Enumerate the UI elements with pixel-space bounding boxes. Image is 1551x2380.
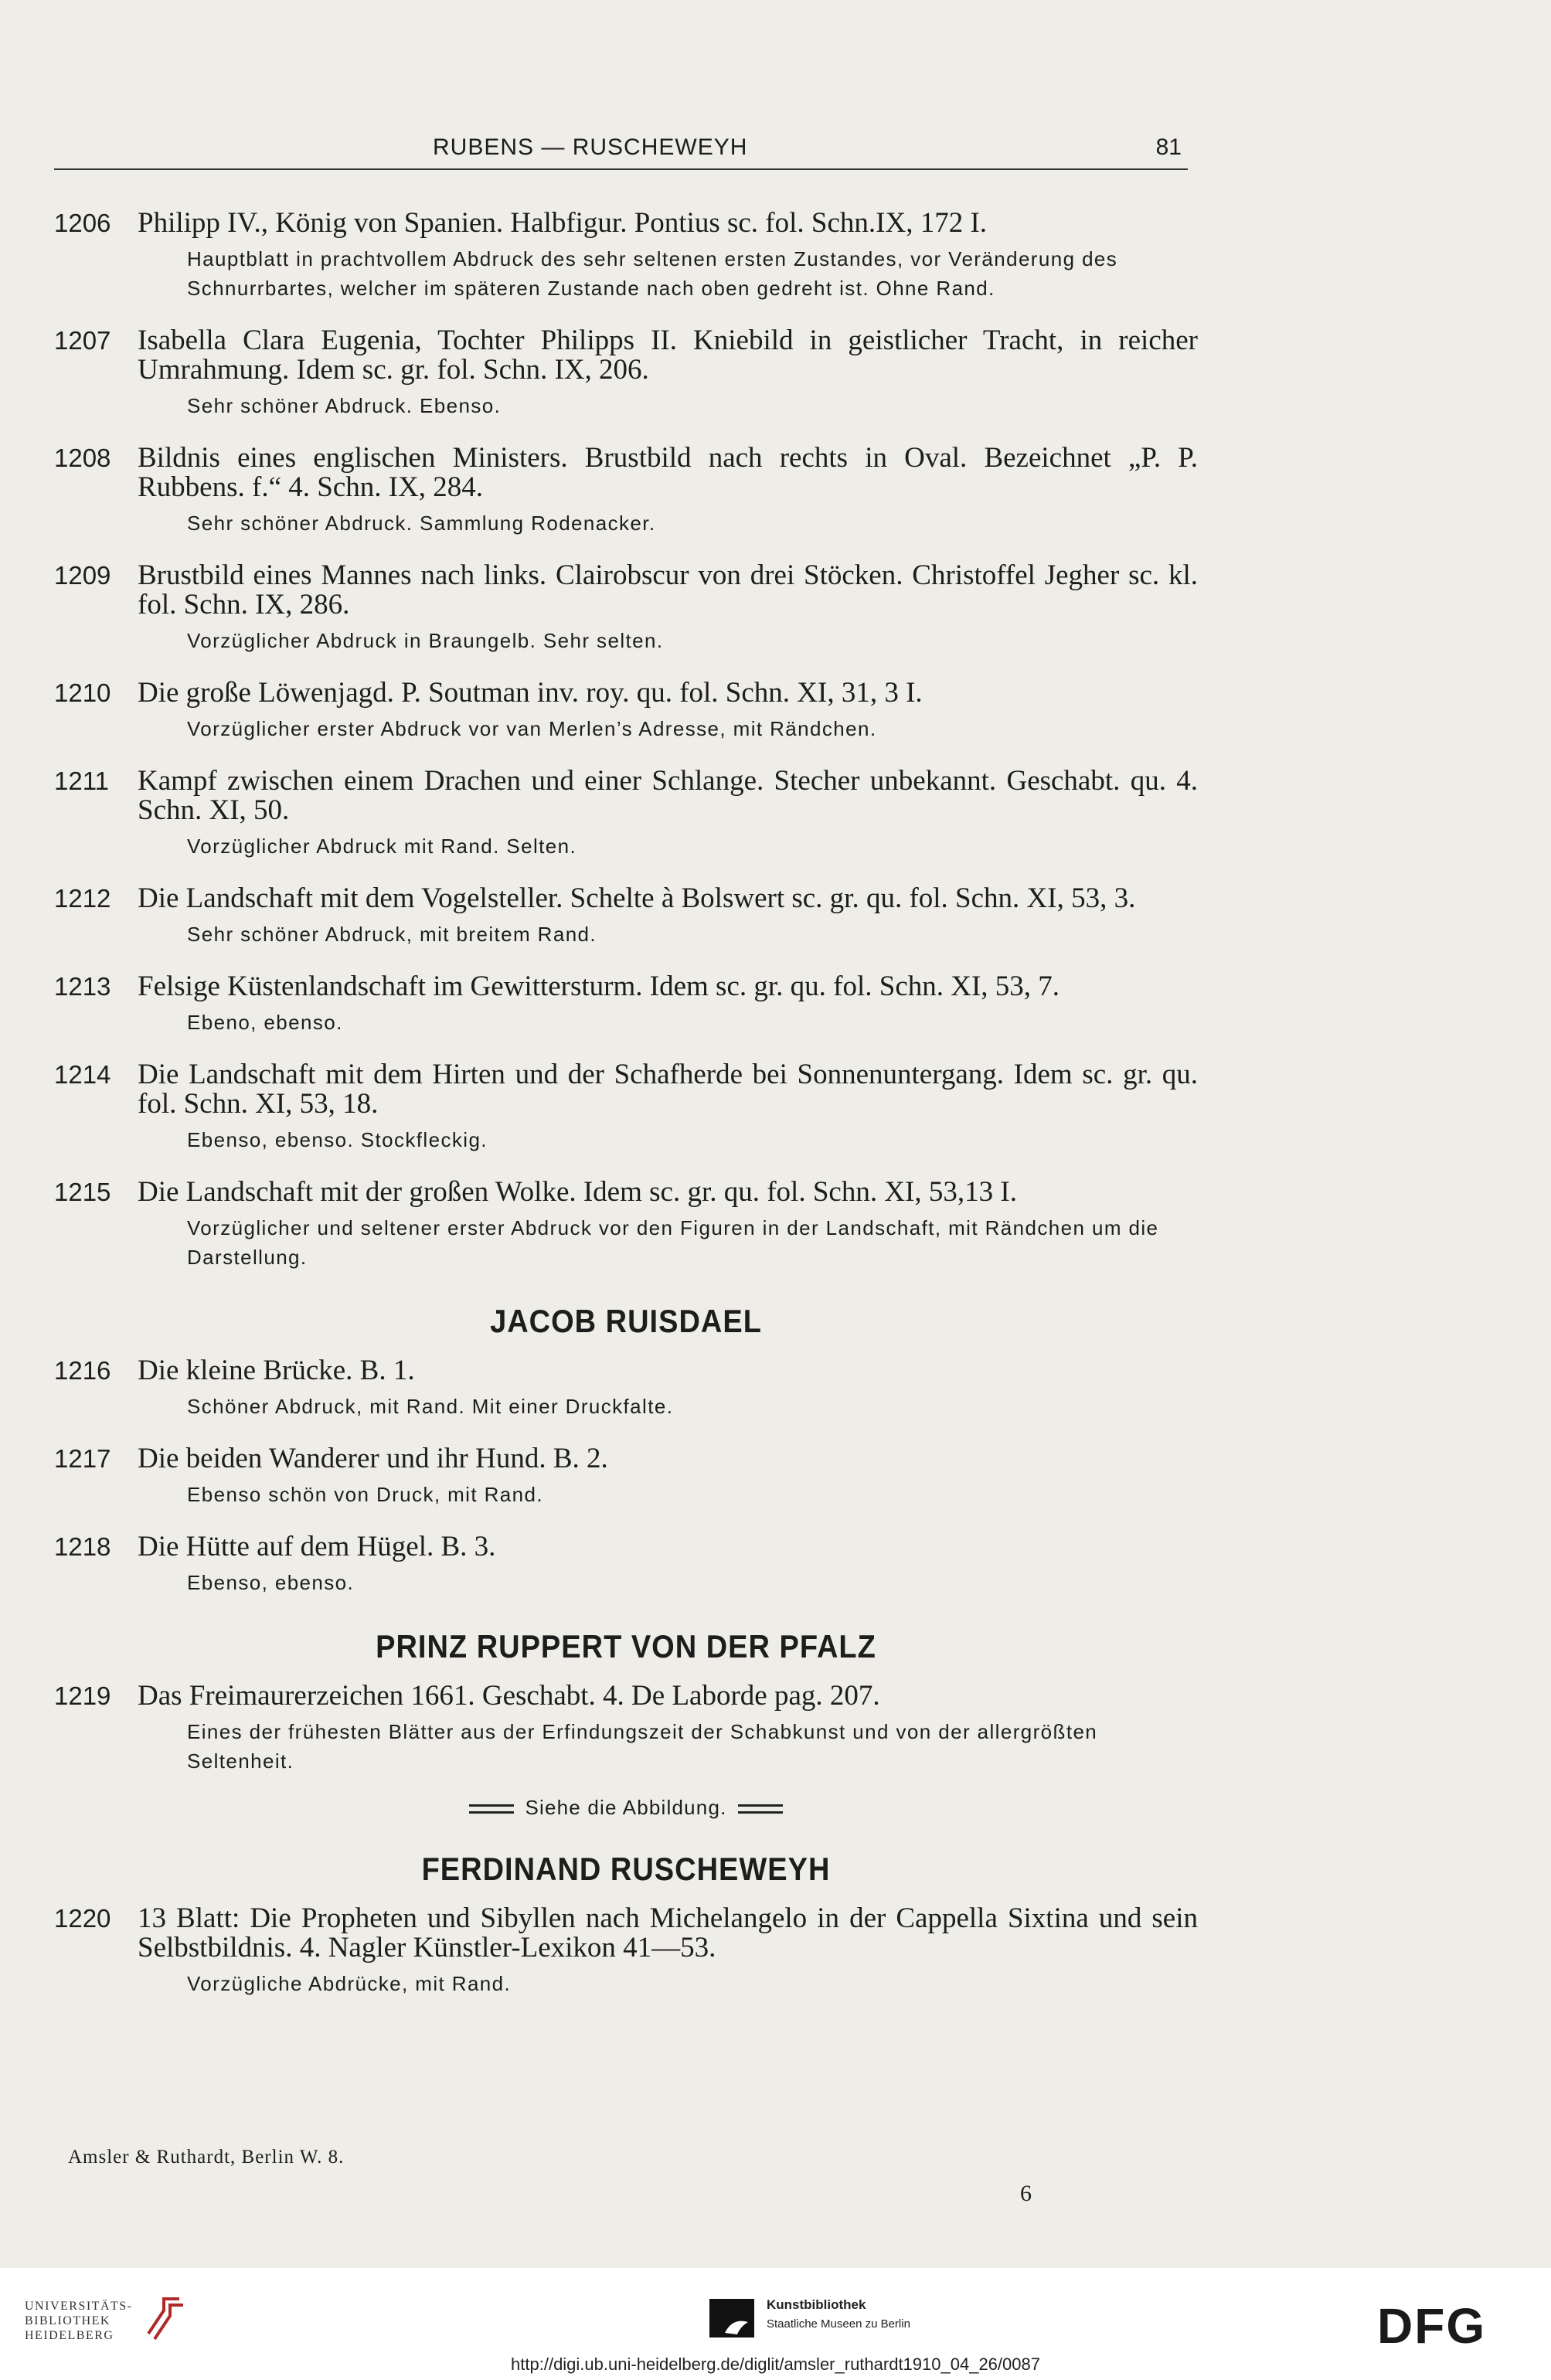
- entry-number: 1219: [54, 1681, 111, 1710]
- catalog-entry-1212: [54, 884, 1198, 949]
- entry-note: Vorzügliche Abdrücke, mit Rand.: [187, 1972, 512, 1995]
- double-rule-left: [469, 1804, 514, 1814]
- publisher-imprint: Amsler & Ruthardt, Berlin W. 8.: [68, 2147, 345, 2168]
- entry-note: Sehr schöner Abdruck. Ebenso.: [187, 394, 502, 417]
- entry-description: Die Landschaft mit dem Hirten und der Schafherde bei Sonnenuntergang. Idem sc. gr. qu. fol. Schn. XI, 53, 18.: [138, 1059, 1198, 1120]
- entry-description: Die kleine Brücke. B. 1.: [138, 1355, 415, 1386]
- catalog-entry-1218: [54, 1532, 1198, 1597]
- entry-note: Vorzüglicher und seltener erster Abdruck vor den Figuren in der Landschaft, mit Rändchen um die Darstellung.: [187, 1216, 1159, 1269]
- section-heading-ruscheweyh: FERDINAND RUSCHEWEYH: [421, 1851, 831, 1889]
- entry-description: Die beiden Wanderer und ihr Hund. B. 2.: [138, 1443, 608, 1474]
- catalog-entry-1207: [54, 326, 1198, 420]
- kunstbibliothek-logo-icon: [709, 2299, 754, 2338]
- catalog-entry-1213: [54, 972, 1198, 1037]
- entry-number: 1218: [54, 1532, 111, 1561]
- university-library-name: [25, 2299, 133, 2343]
- catalog-entry-1210: [54, 678, 1198, 743]
- running-title: RUBENS — RUSCHEWEYH: [433, 134, 748, 160]
- entry-description: Philipp IV., König von Spanien. Halbfigur. Pontius sc. fol. Schn.IX, 172 I.: [138, 207, 988, 239]
- catalog-entry-1215: [54, 1178, 1198, 1272]
- entry-number: 1217: [54, 1444, 111, 1473]
- entry-description: Das Freimaurerzeichen 1661. Geschabt. 4. De Laborde pag. 207.: [138, 1680, 880, 1712]
- entry-description: Die Hütte auf dem Hügel. B. 3.: [138, 1531, 496, 1562]
- entry-note: Vorzüglicher erster Abdruck vor van Merlen’s Adresse, mit Rändchen.: [187, 717, 877, 740]
- entry-description: Brustbild eines Mannes nach links. Clairobscur von drei Stöcken. Christoffel Jegher sc. kl. fol. Schn. IX, 286.: [138, 559, 1198, 620]
- entry-number: 1208: [54, 444, 111, 472]
- section-heading-ruisdael: JACOB RUISDAEL: [490, 1304, 762, 1341]
- entry-description: Die Landschaft mit der großen Wolke. Idem sc. gr. qu. fol. Schn. XI, 53,13 I.: [138, 1176, 1017, 1208]
- digitization-footer: [0, 2268, 1551, 2380]
- entry-number: 1216: [54, 1356, 111, 1385]
- entry-note: Sehr schöner Abdruck, mit breitem Rand.: [187, 923, 597, 946]
- entry-number: 1207: [54, 326, 111, 355]
- entry-description: Bildnis eines englischen Ministers. Brustbild nach rechts in Oval. Bezeichnet „P. P. Rubbens. f.“ 4. Schn. IX, 284.: [138, 442, 1198, 503]
- entry-note: Hauptblatt in prachtvollem Abdruck des sehr seltenen ersten Zustandes, vor Veränderung des Schnurrbartes, welcher im späteren Zustande nach oben gedreht ist. Ohne Rand.: [187, 247, 1118, 300]
- entry-description: Die Landschaft mit dem Vogelsteller. Schelte à Bolswert sc. gr. qu. fol. Schn. XI, 53, 3.: [138, 882, 1136, 914]
- entry-description: Isabella Clara Eugenia, Tochter Philipps II. Kniebild in geistlicher Tracht, in reicher Umrahmung. Idem sc. gr. fol. Schn. IX, 206.: [138, 325, 1198, 386]
- dfg-logo: DFG: [1377, 2298, 1487, 2354]
- catalog-entry-1217: [54, 1444, 1198, 1509]
- entry-note: Ebenso schön von Druck, mit Rand.: [187, 1483, 543, 1506]
- entry-note: Sehr schöner Abdruck. Sammlung Rodenacker.: [187, 512, 656, 535]
- catalog-entry-1220: [54, 1904, 1198, 1998]
- catalog-entry-1211: [54, 767, 1198, 861]
- entry-note: Vorzüglicher Abdruck in Braungelb. Sehr selten.: [187, 629, 664, 652]
- entry-note: Schöner Abdruck, mit Rand. Mit einer Druckfalte.: [187, 1395, 674, 1418]
- entry-number: 1210: [54, 678, 111, 707]
- entry-number: 1206: [54, 209, 111, 237]
- entry-note: Ebenso, ebenso.: [187, 1571, 355, 1594]
- catalog-entry-1208: [54, 444, 1198, 538]
- running-header: [54, 131, 1188, 170]
- catalog-entry-1209: [54, 561, 1198, 655]
- uni-line-1: UNIVERSITÄTS-: [25, 2300, 133, 2313]
- entry-note: Vorzüglicher Abdruck mit Rand. Selten.: [187, 835, 577, 858]
- catalog-entry-1206: [54, 209, 1198, 303]
- page-number: 81: [1155, 134, 1182, 160]
- section-heading-ruppert: PRINZ RUPPERT VON DER PFALZ: [376, 1629, 876, 1666]
- see-illustration-note: [54, 1796, 1198, 1820]
- double-rule-right: [738, 1804, 783, 1814]
- catalog-entry-1214: [54, 1060, 1198, 1154]
- kunstbibliothek-label: [767, 2297, 910, 2331]
- entry-number: 1211: [54, 767, 109, 795]
- entry-number: 1213: [54, 972, 111, 1001]
- entry-number: 1214: [54, 1060, 111, 1089]
- entry-number: 1212: [54, 884, 111, 913]
- kb-subtitle: Staatliche Museen zu Berlin: [767, 2317, 910, 2331]
- entry-description: 13 Blatt: Die Propheten und Sibyllen nach Michelangelo in der Cappella Sixtina und sein Selbstbildnis. 4. Nagler Künstler-Lexikon 41—53.: [138, 1902, 1198, 1964]
- permalink-url[interactable]: http://digi.ub.uni-heidelberg.de/diglit/amsler_ruthardt1910_04_26/0087: [511, 2354, 1040, 2374]
- entry-number: 1209: [54, 561, 111, 590]
- see-illustration-text: Siehe die Abbildung.: [525, 1796, 727, 1819]
- entry-number: 1215: [54, 1178, 111, 1206]
- catalog-content: [54, 209, 1198, 2021]
- entry-description: Die große Löwenjagd. P. Soutman inv. roy. qu. fol. Schn. XI, 31, 3 I.: [138, 677, 923, 709]
- uni-line-3: HEIDELBERG: [25, 2329, 114, 2342]
- catalog-entry-1219: [54, 1681, 1198, 1776]
- university-logo-icon: [141, 2291, 187, 2345]
- sheet-signature: 6: [1020, 2181, 1032, 2206]
- uni-line-2: BIBLIOTHEK: [25, 2314, 111, 2327]
- entry-note: Ebeno, ebenso.: [187, 1011, 343, 1034]
- catalog-entry-1216: [54, 1356, 1198, 1421]
- entry-number: 1220: [54, 1904, 111, 1933]
- entry-description: Felsige Küstenlandschaft im Gewittersturm. Idem sc. gr. qu. fol. Schn. XI, 53, 7.: [138, 971, 1060, 1002]
- entry-note: Ebenso, ebenso. Stockfleckig.: [187, 1128, 488, 1151]
- kb-name: Kunstbibliothek: [767, 2297, 866, 2312]
- entry-description: Kampf zwischen einem Drachen und einer Schlange. Stecher unbekannt. Geschabt. qu. 4. Schn. XI, 50.: [138, 765, 1198, 826]
- entry-note: Eines der frühesten Blätter aus der Erfindungszeit der Schabkunst und von der allergrößten Seltenheit.: [187, 1720, 1098, 1773]
